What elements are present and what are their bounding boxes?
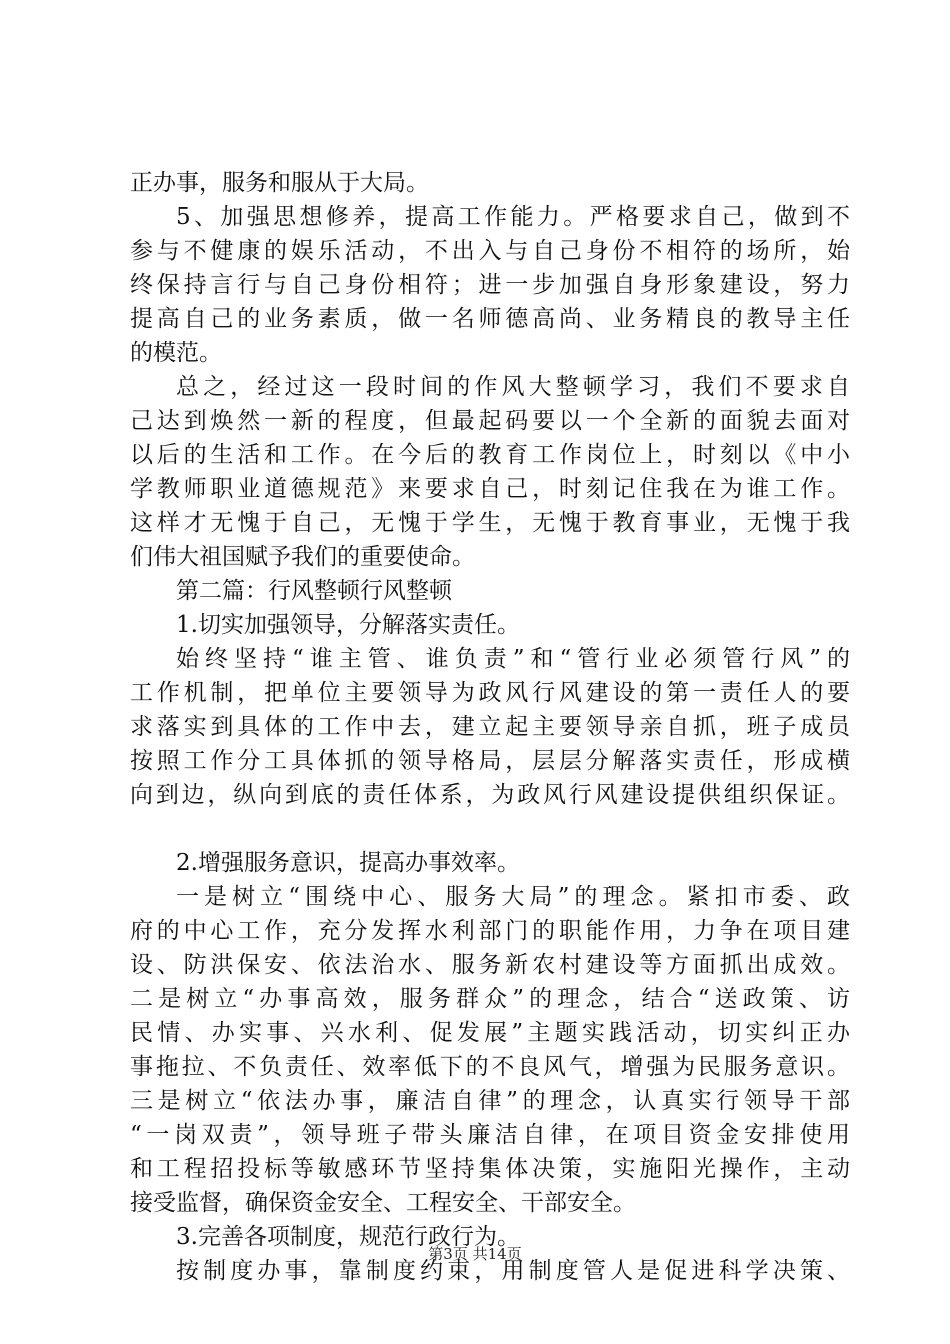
paragraph-line: 的模范。 bbox=[130, 340, 222, 366]
paragraph-line: 以后的生活和工作。在今后的教育工作岗位上，时刻以《中小 bbox=[130, 442, 850, 468]
paragraph-line: 己达到焕然一新的程度，但最起码要以一个全新的面貌去面对 bbox=[130, 408, 850, 434]
paragraph-line: 这样才无愧于自己，无愧于学生，无愧于教育事业，无愧于我 bbox=[130, 510, 850, 536]
paragraph-line: 5、加强思想修养，提高工作能力。严格要求自己，做到不 bbox=[176, 204, 850, 230]
paragraph-line: “一岗双责”，领导班子带头廉洁自律，在项目资金安排使用 bbox=[130, 1122, 850, 1148]
paragraph-line: 始终坚持“谁主管、谁负责”和“管行业必须管行风”的 bbox=[176, 646, 850, 672]
paragraph-line: 向到边，纵向到底的责任体系，为政风行风建设提供组织保证。 bbox=[130, 782, 850, 808]
paragraph-line: 二是树立“办事高效，服务群众”的理念，结合“送政策、访 bbox=[130, 986, 850, 1012]
paragraph-line: 接受监督，确保资金安全、工程安全、干部安全。 bbox=[130, 1190, 636, 1216]
paragraph-line: 事拖拉、不负责任、效率低下的不良风气，增强为民服务意识。 bbox=[130, 1054, 850, 1080]
paragraph-line: 正办事，服务和服从于大局。 bbox=[130, 170, 429, 196]
paragraph-line: 设、防洪保安、依法治水、服务新农村建设等方面抓出成效。 bbox=[130, 952, 850, 978]
paragraph-line: 们伟大祖国赋予我们的重要使命。 bbox=[130, 544, 475, 570]
paragraph-line: 府的中心工作，充分发挥水利部门的职能作用，力争在项目建 bbox=[130, 918, 850, 944]
paragraph-line: 按照工作分工具体抓的领导格局，层层分解落实责任，形成横 bbox=[130, 748, 850, 774]
paragraph-line: 求落实到具体的工作中去，建立起主要领导亲自抓，班子成员 bbox=[130, 714, 850, 740]
paragraph-line: 一是树立“围绕中心、服务大局”的理念。紧扣市委、政 bbox=[176, 884, 850, 910]
paragraph-line: 按制度办事，靠制度约束，用制度管人是促进科学决策、 bbox=[176, 1258, 850, 1284]
paragraph-line: 和工程招投标等敏感环节坚持集体决策，实施阳光操作，主动 bbox=[130, 1156, 850, 1182]
section-heading: 第二篇：行风整顿行风整顿 bbox=[176, 578, 452, 604]
paragraph-line: 学教师职业道德规范》来要求自己，时刻记住我在为谁工作。 bbox=[130, 476, 850, 502]
paragraph-line: 工作机制，把单位主要领导为政风行风建设的第一责任人的要 bbox=[130, 680, 850, 706]
document-body bbox=[130, 166, 850, 1288]
paragraph-line: 终保持言行与自己身份相符；进一步加强自身形象建设，努力 bbox=[130, 272, 850, 298]
subsection-heading: 1.切实加强领导，分解落实责任。 bbox=[176, 612, 520, 638]
paragraph-line: 参与不健康的娱乐活动，不出入与自己身份不相符的场所，始 bbox=[130, 238, 850, 264]
page-number-footer: 第3页 共14页 bbox=[428, 1245, 522, 1263]
paragraph-line: 三是树立“依法办事，廉洁自律”的理念，认真实行领导干部 bbox=[130, 1088, 850, 1114]
subsection-heading: 3.完善各项制度，规范行政行为。 bbox=[176, 1224, 520, 1250]
paragraph-line: 总之，经过这一段时间的作风大整顿学习，我们不要求自 bbox=[176, 374, 850, 400]
blank-line bbox=[130, 812, 850, 846]
paragraph-line: 提高自己的业务素质，做一名师德高尚、业务精良的教导主任 bbox=[130, 306, 850, 332]
paragraph-line: 民情、办实事、兴水利、促发展”主题实践活动，切实纠正办 bbox=[130, 1020, 850, 1046]
subsection-heading: 2.增强服务意识，提高办事效率。 bbox=[176, 850, 520, 876]
